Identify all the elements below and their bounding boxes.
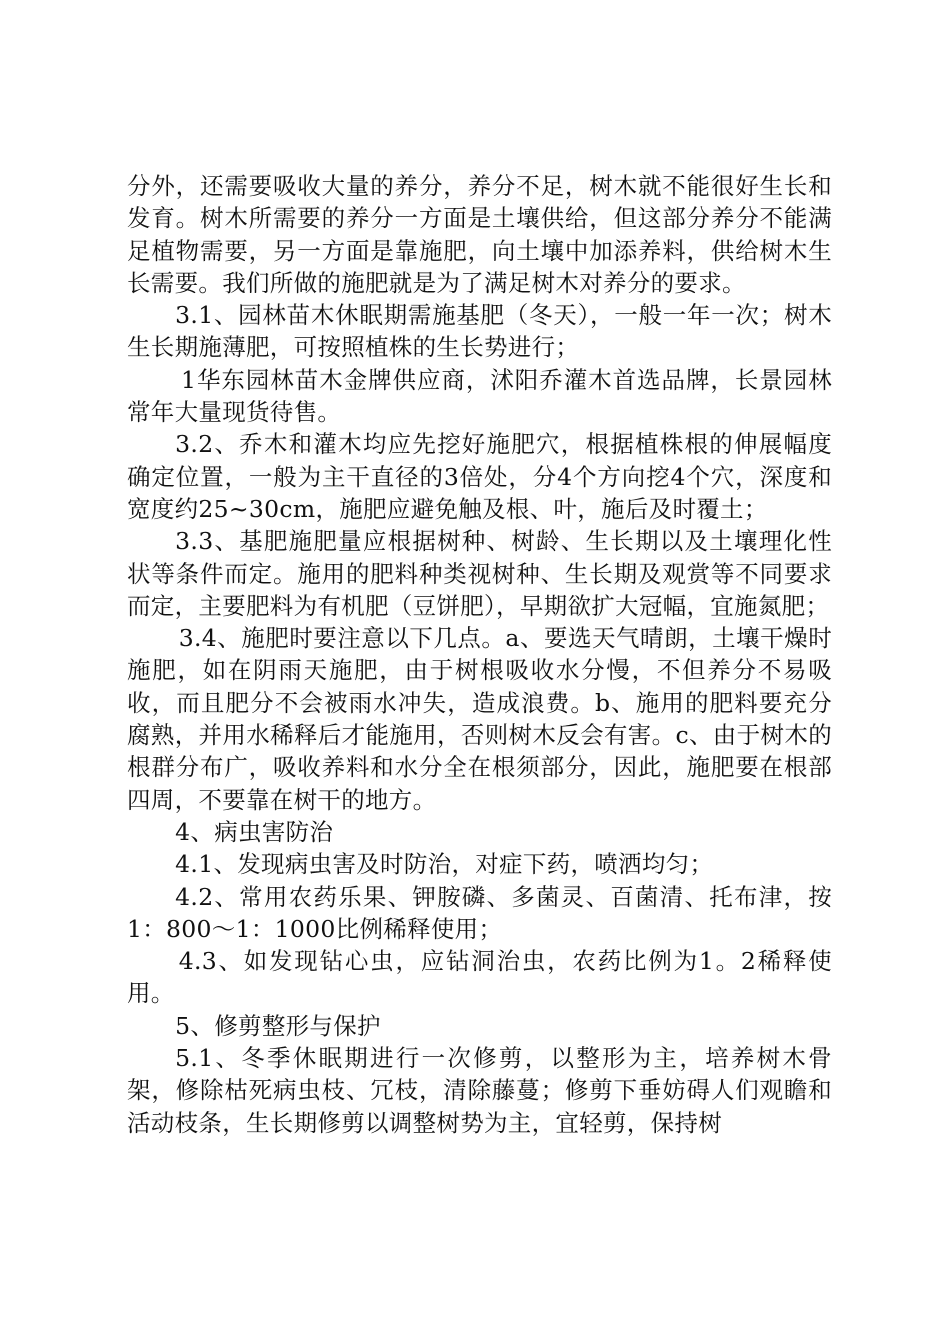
section-heading-pruning: 5、修剪整形与保护 bbox=[175, 1011, 381, 1040]
paragraph-4-3: 4.3、如发现钻心虫，应钻洞治虫，农药比例为1。2稀释使用。 bbox=[127, 947, 832, 1008]
section-heading-pest-control: 4、病虫害防治 bbox=[175, 817, 334, 846]
paragraph-4-1: 4.1、发现病虫害及时防治，对症下药，喷洒均匀； bbox=[175, 850, 714, 879]
paragraph-3-4: 3.4、施肥时要注意以下几点。a、要选天气晴朗，土壤干燥时施肥，如在阴雨天施肥，由于树根吸收水分慢，不但养分不易吸收，而且肥分不会被雨水冲失，造成浪费。b、施用的肥料要充分腐熟，并用水稀释后才能施用，否则树木反会有害。c、由于树木的根群分布广，吸收养料和水分全在根须部分，因此，施肥要在根部四周，不要靠在树干的地方。 bbox=[127, 624, 832, 814]
paragraph-intro: 分外，还需要吸收大量的养分，养分不足，树木就不能很好生长和发育。树木所需要的养分一方面是土壤供给，但这部分养分不能满足植物需要，另一方面是靠施肥，向土壤中加添养料，供给树木生长需要。我们所做的施肥就是为了满足树木对养分的要求。 bbox=[127, 172, 832, 297]
document-body bbox=[127, 170, 832, 1139]
paragraph-3-3: 3.3、基肥施肥量应根据树种、树龄、生长期以及土壤理化性状等条件而定。施用的肥料种类视树种、生长期及观赏等不同要求而定，主要肥料为有机肥（豆饼肥），早期欲扩大冠幅，宜施氮肥； bbox=[127, 527, 832, 620]
paragraph-supplier-note: 1华东园林苗木金牌供应商，沭阳乔灌木首选品牌，长景园林常年大量现货待售。 bbox=[127, 365, 832, 427]
paragraph-3-1: 3.1、园林苗木休眠期需施基肥（冬天），一般一年一次；树木生长期施薄肥，可按照植株的生长势进行； bbox=[127, 301, 832, 362]
paragraph-3-2: 3.2、乔木和灌木均应先挖好施肥穴，根据植株根的伸展幅度确定位置，一般为主干直径的3倍处，分4个方向挖4个穴，深度和宽度约25~30cm，施肥应避免触及根、叶，施后及时覆土； bbox=[127, 430, 832, 523]
paragraph-5-1: 5.1、冬季休眠期进行一次修剪，以整形为主，培养树木骨架，修除枯死病虫枝、冗枝，清除藤蔓；修剪下垂妨碍人们观瞻和活动枝条，生长期修剪以调整树势为主，宜轻剪，保持树 bbox=[127, 1044, 832, 1137]
paragraph-4-2: 4.2、常用农药乐果、钾胺磷、多菌灵、百菌清、托布津，按1：800～1：1000比例稀释使用； bbox=[127, 882, 832, 943]
